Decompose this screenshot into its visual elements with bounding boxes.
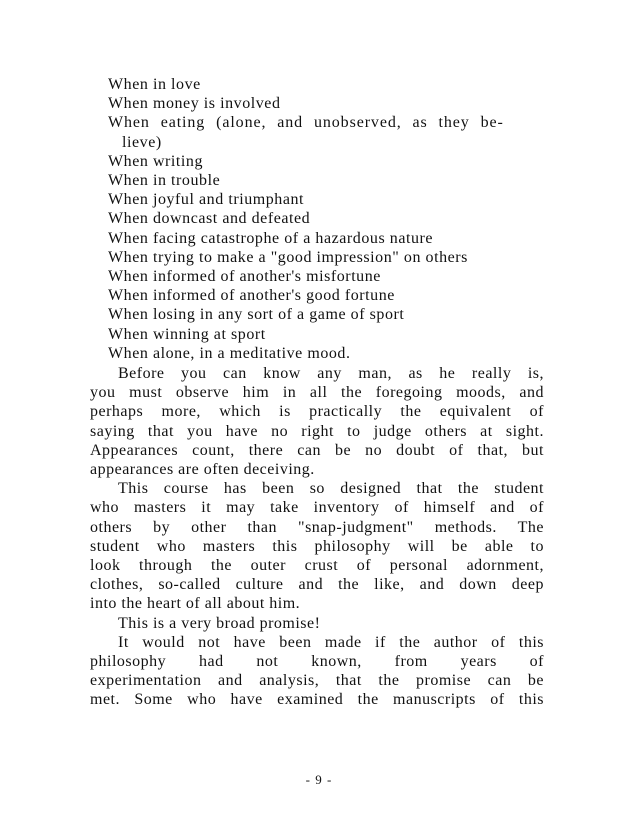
paragraph-line: Appearances count, there can be no doubt of that, but [90,441,544,459]
page-number: - 9 - [305,772,333,787]
paragraph-line: It would not have been made if the author of this [118,633,544,651]
paragraph-line: who masters it may take inventory of himself and of [90,499,544,517]
list-item-continuation: lieve) [122,133,162,151]
paragraph-line: philosophy had not known, from years of [90,653,544,671]
paragraph-line: Before you can know any man, as he really is, [118,365,544,382]
list-item: When alone, in a meditative mood. [108,344,351,362]
list-item: When informed of another's misfortune [108,268,381,286]
paragraph-line: into the heart of all about him. [90,595,301,613]
paragraph-line: experimentation and analysis, that the promise can be [90,672,544,690]
list-item: When facing catastrophe of a hazardous nature [108,229,434,247]
paragraph-line: perhaps more, which is practically the equivalent of [90,403,544,421]
paragraph-line: saying that you have no right to judge others at sight. [90,422,544,440]
paragraph-line: met. Some who have examined the manuscripts of this [90,691,544,709]
paragraph-line: student who masters this philosophy will be able to [90,537,544,555]
list-item: When joyful and triumphant [108,191,305,209]
paragraph-line: This course has been so designed that the student [118,480,544,498]
list-item: When winning at sport [108,325,266,343]
list-item: When money is involved [108,95,281,113]
paragraph-line: others by other than "snap-judgment" methods. The [90,518,544,536]
list-item: When in love [108,76,201,93]
paragraph-line: appearances are often deceiving. [90,461,315,479]
list-item: When writing [108,152,204,170]
paragraph-line: look through the outer crust of personal adornment, [90,557,544,575]
list-item: When informed of another's good fortune [108,287,395,305]
paragraph-line: clothes, so-called culture and the like, and down deep [90,576,544,594]
list-item: When trying to make a "good impression" on others [108,248,468,266]
paragraph-line: you must observe him in all the foregoing moods, and [90,384,544,402]
paragraph-line: This is a very broad promise! [118,614,321,632]
list-item: When eating (alone, and unobserved, as they be- [108,114,504,132]
list-item: When downcast and defeated [108,210,311,228]
list-item: When losing in any sort of a game of sport [108,306,405,324]
mood-list [108,75,538,363]
list-item: When in trouble [108,172,221,190]
body-text [90,364,544,710]
